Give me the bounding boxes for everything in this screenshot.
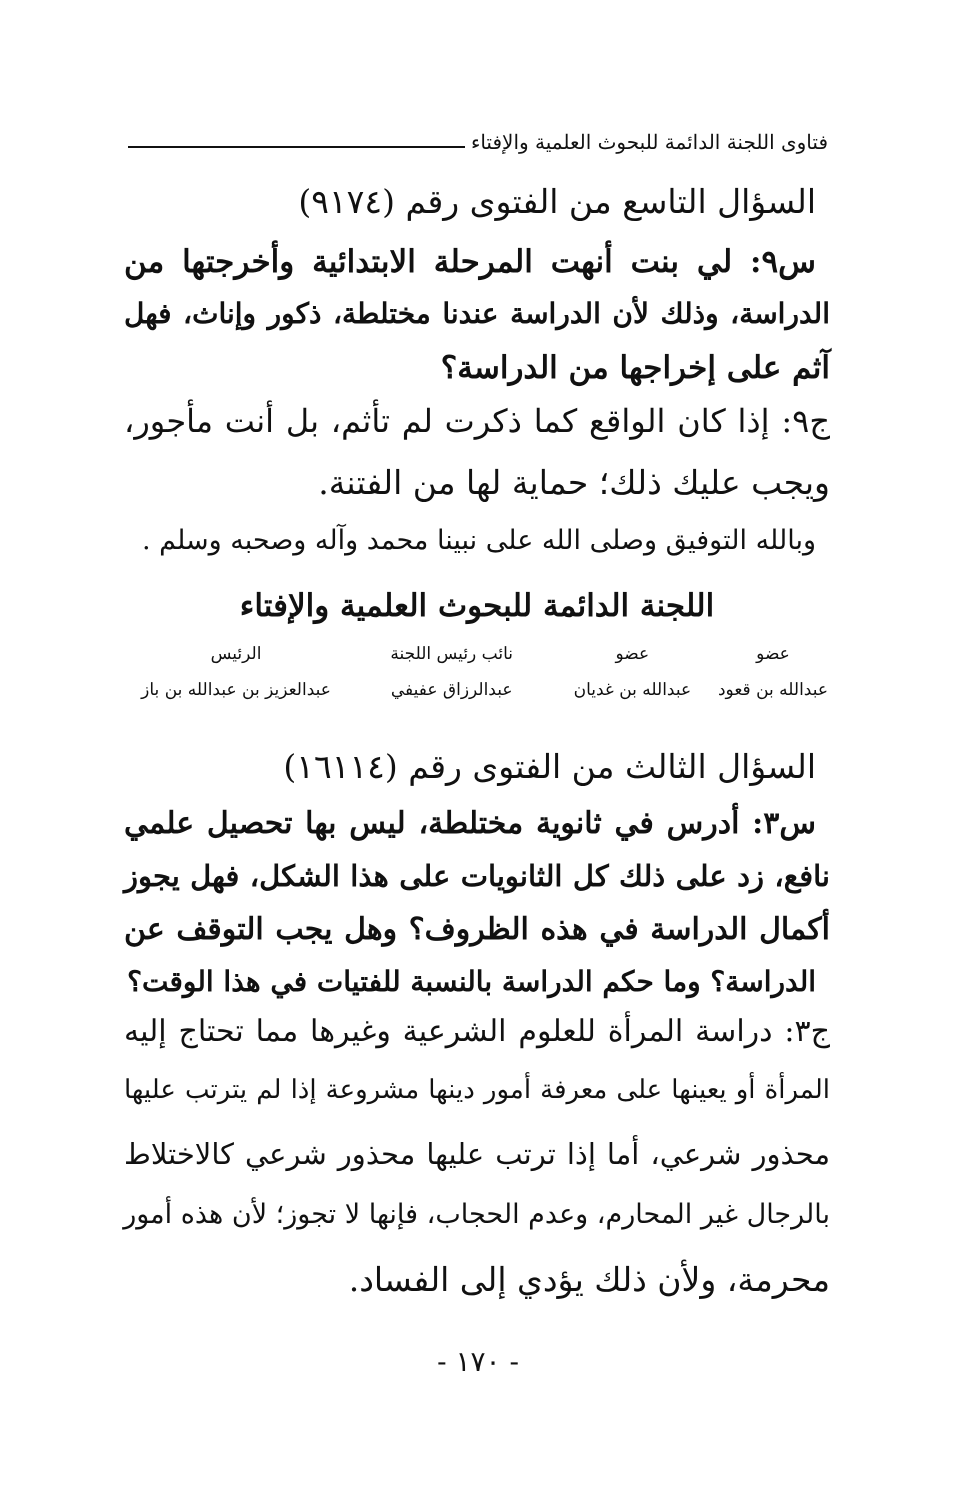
signature-roles bbox=[126, 644, 828, 664]
name-vice-president: عبدالرزاق عفيفي bbox=[390, 680, 513, 700]
name-member-1: عبدالله بن قعود bbox=[717, 680, 828, 700]
q3-answer-line-1: ج٣: دراسة المرأة للعلوم الشرعية وغيرها مما تحتاج إليه bbox=[124, 1014, 830, 1049]
role-member-2: عضو bbox=[615, 644, 650, 664]
q3-answer-line-5: محرمة، ولأن ذلك يؤدي إلى الفساد. bbox=[348, 1260, 830, 1299]
q9-answer-line-2: ويجب عليك ذلك؛ حماية لها من الفتنة. bbox=[318, 463, 830, 502]
q3-answer-line-4: بالرجال غير المحارم، وعدم الحجاب، فإنها لا تجوز؛ لأن هذه أمور bbox=[123, 1199, 830, 1230]
running-header-title: فتاوى اللجنة الدائمة للبحوث العلمية والإفتاء bbox=[470, 130, 828, 154]
role-president: الرئيس bbox=[210, 644, 262, 664]
signature-names bbox=[126, 680, 828, 700]
page-number: - ١٧٠ - bbox=[437, 1345, 519, 1378]
q3-heading: السؤال الثالث من الفتوى رقم (١٦١١٤) bbox=[283, 747, 816, 786]
role-vice-president: نائب رئيس اللجنة bbox=[390, 644, 513, 664]
q9-heading: السؤال التاسع من الفتوى رقم (٩١٧٤) bbox=[298, 182, 816, 221]
q9-question-line-2: الدراسة، وذلك لأن الدراسة عندنا مختلطة، ذكور وإناث، فهل bbox=[124, 297, 830, 330]
q3-question-line-4: الدراسة؟ وما حكم الدراسة بالنسبة للفتيات في هذا الوقت؟ bbox=[127, 965, 816, 998]
q3-question-line-3: أكمال الدراسة في هذه الظروف؟ وهل يجب التوقف عن bbox=[124, 912, 830, 947]
name-member-2: عبدالله بن غديان bbox=[573, 680, 692, 700]
q9-closing: وبالله التوفيق وصلى الله على نبينا محمد وآله وصحبه وسلم . bbox=[141, 525, 816, 556]
q3-question-line-2: نافع، زد على ذلك كل الثانويات على هذا الشكل، فهل يجوز bbox=[124, 859, 830, 893]
q3-answer-line-3: محذور شرعي، أما إذا ترتب عليها محذور شرعي كالاختلاط bbox=[124, 1137, 830, 1171]
q9-question-line-1: س٩: لي بنت أنهت المرحلة الابتدائية وأخرجتها من bbox=[124, 244, 816, 280]
q3-answer-line-2: المرأة أو يعينها على معرفة أمور دينها مشروعة إذا لم يترتب عليها bbox=[124, 1075, 830, 1105]
name-president: عبدالعزيز بن عبدالله بن باز bbox=[141, 680, 331, 700]
q9-question-line-3: آثم على إخراجها من الدراسة؟ bbox=[440, 350, 830, 386]
header-rule bbox=[128, 146, 465, 148]
running-header bbox=[128, 112, 828, 152]
committee-name: اللجنة الدائمة للبحوث العلمية والإفتاء bbox=[239, 588, 715, 624]
role-member-1: عضو bbox=[756, 644, 790, 664]
q3-question-line-1: س٣: أدرس في ثانوية مختلطة، ليس بها تحصيل علمي bbox=[124, 806, 816, 841]
q9-answer-line-1: ج٩: إذا كان الواقع كما ذكرت لم تأثم، بل أنت مأجور، bbox=[124, 402, 830, 440]
